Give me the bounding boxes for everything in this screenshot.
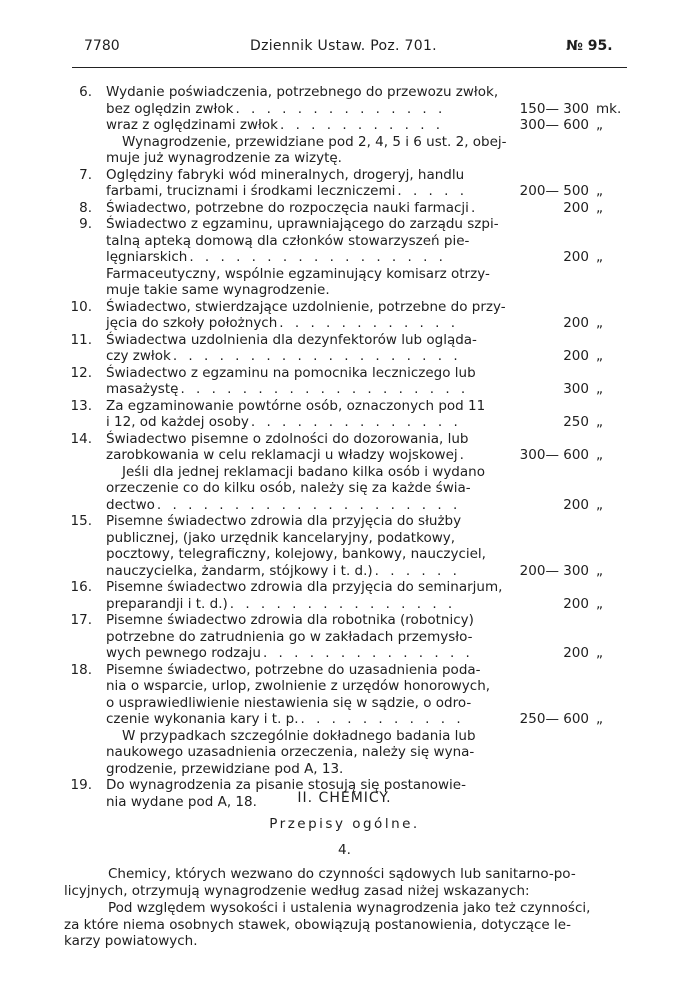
item-line — [0, 101, 689, 118]
paragraph-line: Chemicy, których wezwano do czynności sądowych lub sanitarno-po- — [108, 866, 576, 882]
fee-unit: „ — [596, 414, 603, 430]
paragraph-2 — [64, 900, 622, 950]
dot-leader: . — [470, 199, 479, 216]
item-text — [106, 315, 458, 332]
item-text-content: pocztowy, telegraficzny, kolejowy, bankowy, nauczyciel, — [106, 546, 486, 562]
item-text-content: Świadectwo, potrzebne do rozpoczęcia nauki farmacji — [106, 199, 469, 216]
item-text-content: Oględziny fabryki wód mineralnych, drogeryj, handlu — [106, 166, 465, 183]
fee-unit: „ — [596, 348, 603, 364]
item-text — [106, 596, 456, 613]
list-item — [0, 167, 689, 200]
item-number: 8. — [79, 199, 92, 216]
item-text — [122, 464, 485, 481]
item-text — [122, 728, 476, 745]
fee-unit: „ — [596, 645, 603, 661]
list-item — [0, 612, 689, 662]
page-number: 7780 — [84, 38, 120, 54]
item-line — [0, 216, 689, 233]
item-line — [0, 348, 689, 365]
item-text-content: Świadectwa uzdolnienia dla dezynfektorów lub ogląda- — [106, 331, 477, 348]
item-text — [106, 150, 342, 167]
dot-leader: . . . . . — [397, 183, 468, 199]
dot-leader: . . . . . . . . . . . . . . . . . — [189, 249, 447, 265]
item-text-content: W przypadkach szczególnie dokładnego badania lub — [122, 727, 476, 744]
item-text — [106, 216, 499, 233]
item-number: 17. — [70, 612, 92, 628]
list-item — [0, 84, 689, 167]
fee-amount: 200 — [563, 249, 589, 265]
item-text-content: czy zwłok — [106, 348, 171, 364]
item-text — [106, 332, 477, 349]
item-line — [0, 563, 689, 580]
item-text — [106, 662, 481, 679]
item-line — [0, 183, 689, 200]
item-text-content: Jeśli dla jednej reklamacji badano kilka osób i wydano — [122, 463, 485, 480]
item-line — [0, 365, 689, 382]
item-line — [0, 629, 689, 646]
paragraph-line: Pod względem wysokości i ustalenia wynagrodzenia jako też czynności, — [108, 900, 591, 916]
item-line — [0, 249, 689, 266]
item-text — [106, 84, 498, 101]
paragraph-1 — [64, 866, 622, 899]
item-text-content: naukowego uzasadnienia orzeczenia, należy się wyna- — [106, 744, 475, 760]
fee-amount: 200 — [563, 645, 589, 661]
item-number: 16. — [70, 579, 92, 595]
item-line — [0, 233, 689, 250]
fee-amount: 250— 600 — [519, 711, 589, 727]
item-text-content: publicznej, (jako urzędnik kancelaryjny, podatkowy, — [106, 529, 456, 546]
item-text — [106, 431, 468, 448]
item-text — [106, 200, 479, 217]
item-line — [0, 678, 689, 695]
item-line — [0, 266, 689, 283]
item-text — [106, 348, 461, 365]
item-line — [0, 414, 689, 431]
item-line — [0, 431, 689, 448]
item-line — [0, 546, 689, 563]
item-text — [106, 744, 474, 761]
item-line — [0, 579, 689, 596]
list-item — [0, 299, 689, 332]
section-title: II. CHEMICY. — [297, 790, 392, 806]
dot-leader: . . . . . . — [374, 562, 461, 579]
item-line — [0, 728, 689, 745]
item-text-content: potrzebne do zatrudnienia go w zakładach przemysło- — [106, 628, 473, 645]
fee-amount: 300— 600 — [519, 447, 589, 463]
fee-unit: „ — [596, 562, 603, 579]
section-subtitle: Przepisy ogólne. — [269, 816, 420, 832]
item-text — [106, 365, 476, 382]
fee-unit: „ — [596, 447, 603, 463]
fee-unit: „ — [596, 183, 603, 199]
paragraph-line: karzy powiatowych. — [64, 933, 198, 949]
item-line — [0, 299, 689, 316]
fee-amount: 200— 500 — [519, 183, 589, 199]
item-text — [106, 282, 330, 299]
item-text — [122, 134, 507, 151]
item-text-content: preparandji i t. d.) — [106, 595, 228, 612]
item-line — [0, 744, 689, 761]
paragraph-line: licyjnych, otrzymują wynagrodzenie według zasad niżej wskazanych: — [64, 882, 530, 899]
item-text-content: jęcia do szkoły położnych — [106, 315, 278, 331]
fee-unit: „ — [596, 711, 603, 727]
item-text — [106, 167, 464, 184]
item-number: 13. — [70, 397, 92, 414]
item-text-content: Farmaceutyczny, wspólnie egzaminujący komisarz otrzy- — [106, 265, 490, 282]
item-text-content: zarobkowania w celu reklamacji u władzy wojskowej — [106, 447, 458, 463]
item-text-content: dectwo — [106, 496, 155, 513]
item-line — [0, 200, 689, 217]
item-text-content: Za egzaminowanie powtórne osób, oznaczonych pod 11 — [106, 397, 486, 414]
item-number: 9. — [79, 216, 92, 232]
item-text — [106, 233, 469, 250]
item-number: 14. — [70, 430, 92, 447]
item-text — [106, 101, 446, 118]
fee-unit: „ — [596, 595, 603, 612]
item-number: 6. — [79, 84, 92, 100]
dot-leader: . . . . . . . . . . . — [300, 711, 465, 727]
item-text-content: nia o wsparcie, urlop, zwolnienie z urzędów honorowych, — [106, 678, 491, 694]
fee-amount: 200 — [563, 496, 589, 513]
list-item — [0, 579, 689, 612]
item-line — [0, 381, 689, 398]
item-line — [0, 645, 689, 662]
item-line — [0, 612, 689, 629]
item-text-content: Pisemne świadectwo zdrowia dla przyjęcia do seminarjum, — [106, 579, 503, 595]
dot-leader: . . . . . . . . . . . . . . . . . . . . — [156, 496, 461, 513]
fee-unit: „ — [596, 381, 603, 397]
fee-amount: 200 — [563, 315, 589, 331]
item-number: 11. — [70, 331, 92, 348]
item-text-content: bez oględzin zwłok — [106, 100, 234, 117]
item-line — [0, 398, 689, 415]
list-item — [0, 513, 689, 579]
dot-leader: . . . . . . . . . . . . . . — [235, 100, 446, 117]
item-line — [0, 315, 689, 332]
paragraph-line: za które niema osobnych stawek, obowiązują postanowienia, dotyczące le- — [64, 916, 571, 933]
fee-unit: „ — [596, 199, 603, 216]
item-text-content: i 12, od każdej osoby — [106, 414, 249, 430]
fee-unit: „ — [596, 496, 603, 513]
item-text — [106, 645, 473, 662]
list-item — [0, 200, 689, 217]
item-text — [106, 530, 455, 547]
item-text-content: muje już wynagrodzenie za wizytę. — [106, 150, 342, 166]
dot-leader: . . . . . . . . . . . . . . — [250, 414, 462, 430]
dot-leader: . . . . . . . . . . . . — [279, 315, 459, 331]
fee-amount: 150— 300 — [519, 100, 589, 117]
item-text-content: muje takie same wynagrodzenie. — [106, 282, 330, 298]
item-line — [0, 711, 689, 728]
list-item — [0, 431, 689, 514]
item-line — [0, 150, 689, 167]
header-rule — [72, 67, 627, 68]
fee-unit: mk. — [596, 100, 622, 117]
item-number: 18. — [70, 661, 92, 678]
item-text — [106, 117, 444, 134]
dot-leader: . . . . . . . . . . . . . . — [262, 645, 474, 661]
item-text-content: talną apteką domową dla członków stowarzyszeń pie- — [106, 232, 470, 249]
list-item — [0, 332, 689, 365]
item-line — [0, 695, 689, 712]
issue-number: № 95. — [566, 38, 613, 54]
item-line — [0, 761, 689, 778]
fee-unit: „ — [596, 249, 603, 265]
item-text-content: Wynagrodzenie, przewidziane pod 2, 4, 5 i 6 ust. 2, obej- — [122, 133, 507, 150]
fee-amount: 300— 600 — [519, 117, 589, 133]
item-number: 19. — [70, 777, 92, 793]
fee-amount: 200— 300 — [519, 562, 589, 579]
item-text — [106, 695, 471, 712]
list-item — [0, 216, 689, 299]
item-text-content: czenie wykonania kary i t. p. — [106, 711, 299, 727]
item-line — [0, 134, 689, 151]
item-text — [106, 612, 474, 629]
item-text — [106, 398, 485, 415]
item-text — [106, 381, 469, 398]
item-line — [0, 480, 689, 497]
item-text — [106, 447, 467, 464]
item-line — [0, 464, 689, 481]
item-line — [0, 447, 689, 464]
item-text — [106, 629, 472, 646]
dot-leader: . — [459, 447, 468, 463]
item-text — [106, 678, 490, 695]
item-text — [106, 414, 461, 431]
item-line — [0, 167, 689, 184]
item-text-content: Do wynagrodzenia za pisanie stosują się postanowie- — [106, 777, 466, 793]
fee-amount: 200 — [563, 595, 589, 612]
item-line — [0, 84, 689, 101]
item-text-content: nia wydane pod A, 18. — [106, 793, 257, 810]
item-line — [0, 530, 689, 547]
item-text-content: Świadectwo z egzaminu, uprawniającego do zarządu szpi- — [106, 216, 499, 232]
fee-amount: 200 — [563, 348, 589, 364]
item-text-content: wych pewnego rodzaju — [106, 645, 261, 661]
fee-unit: „ — [596, 117, 603, 133]
item-text — [106, 299, 506, 316]
item-line — [0, 513, 689, 530]
item-text-content: Świadectwo pisemne o zdolności do dozorowania, lub — [106, 430, 469, 447]
item-line — [0, 662, 689, 679]
dot-leader: . . . . . . . . . . . . . . . — [229, 595, 456, 612]
list-item — [0, 398, 689, 431]
list-item — [0, 662, 689, 778]
fee-amount: 300 — [563, 381, 589, 397]
fee-amount: 200 — [563, 199, 589, 216]
item-text-content: o usprawiedliwienie niestawienia się w sądzie, o odro- — [106, 694, 472, 711]
item-text-content: lęgniarskich — [106, 249, 188, 265]
item-line — [0, 117, 689, 134]
item-text-content: Pisemne świadectwo zdrowia dla robotnika (robotnicy) — [106, 612, 474, 628]
item-text-content: orzeczenie co do kilku osób, należy się za każde świa- — [106, 480, 471, 496]
item-text-content: wraz z oględzinami zwłok — [106, 117, 278, 133]
item-text — [106, 497, 461, 514]
section-number: 4. — [338, 842, 351, 858]
item-text — [106, 563, 460, 580]
item-text — [106, 761, 343, 778]
item-text-content: Wydanie poświadczenia, potrzebnego do przewozu zwłok, — [106, 84, 499, 100]
dot-leader: . . . . . . . . . . . — [279, 117, 444, 133]
item-number: 7. — [79, 166, 92, 183]
item-text-content: Świadectwo z egzaminu na pomocnika leczniczego lub — [106, 364, 476, 381]
item-text — [106, 183, 468, 200]
dot-leader: . . . . . . . . . . . . . . . . . . . — [172, 348, 462, 364]
item-number: 10. — [70, 298, 92, 315]
fee-unit: „ — [596, 315, 603, 331]
item-text-content: Pisemne świadectwo, potrzebne do uzasadnienia poda- — [106, 661, 481, 678]
item-text-content: Świadectwo, stwierdzające uzdolnienie, potrzebne do przy- — [106, 298, 506, 315]
dot-leader: . . . . . . . . . . . . . . . . . . . — [180, 381, 469, 397]
item-text — [106, 480, 471, 497]
item-line — [0, 332, 689, 349]
fee-list — [0, 84, 689, 810]
item-text — [106, 579, 502, 596]
item-text — [106, 711, 464, 728]
fee-amount: 250 — [563, 414, 589, 430]
item-number: 15. — [70, 513, 92, 529]
item-text-content: Pisemne świadectwo zdrowia dla przyjęcia do służby — [106, 513, 462, 529]
item-text — [106, 513, 461, 530]
item-text — [106, 546, 486, 563]
list-item — [0, 365, 689, 398]
item-line — [0, 282, 689, 299]
page-header — [0, 38, 689, 58]
item-text — [106, 249, 446, 266]
item-line — [0, 497, 689, 514]
item-text-content: farbami, truciznami i środkami leczniczemi — [106, 183, 396, 199]
item-text-content: masażystę — [106, 381, 179, 397]
item-text-content: grodzenie, przewidziane pod A, 13. — [106, 760, 344, 777]
journal-title: Dziennik Ustaw. Poz. 701. — [250, 38, 437, 54]
item-text — [106, 266, 490, 283]
item-line — [0, 596, 689, 613]
item-number: 12. — [70, 364, 92, 381]
item-text-content: nauczycielka, żandarm, stójkowy i t. d.) — [106, 562, 373, 579]
